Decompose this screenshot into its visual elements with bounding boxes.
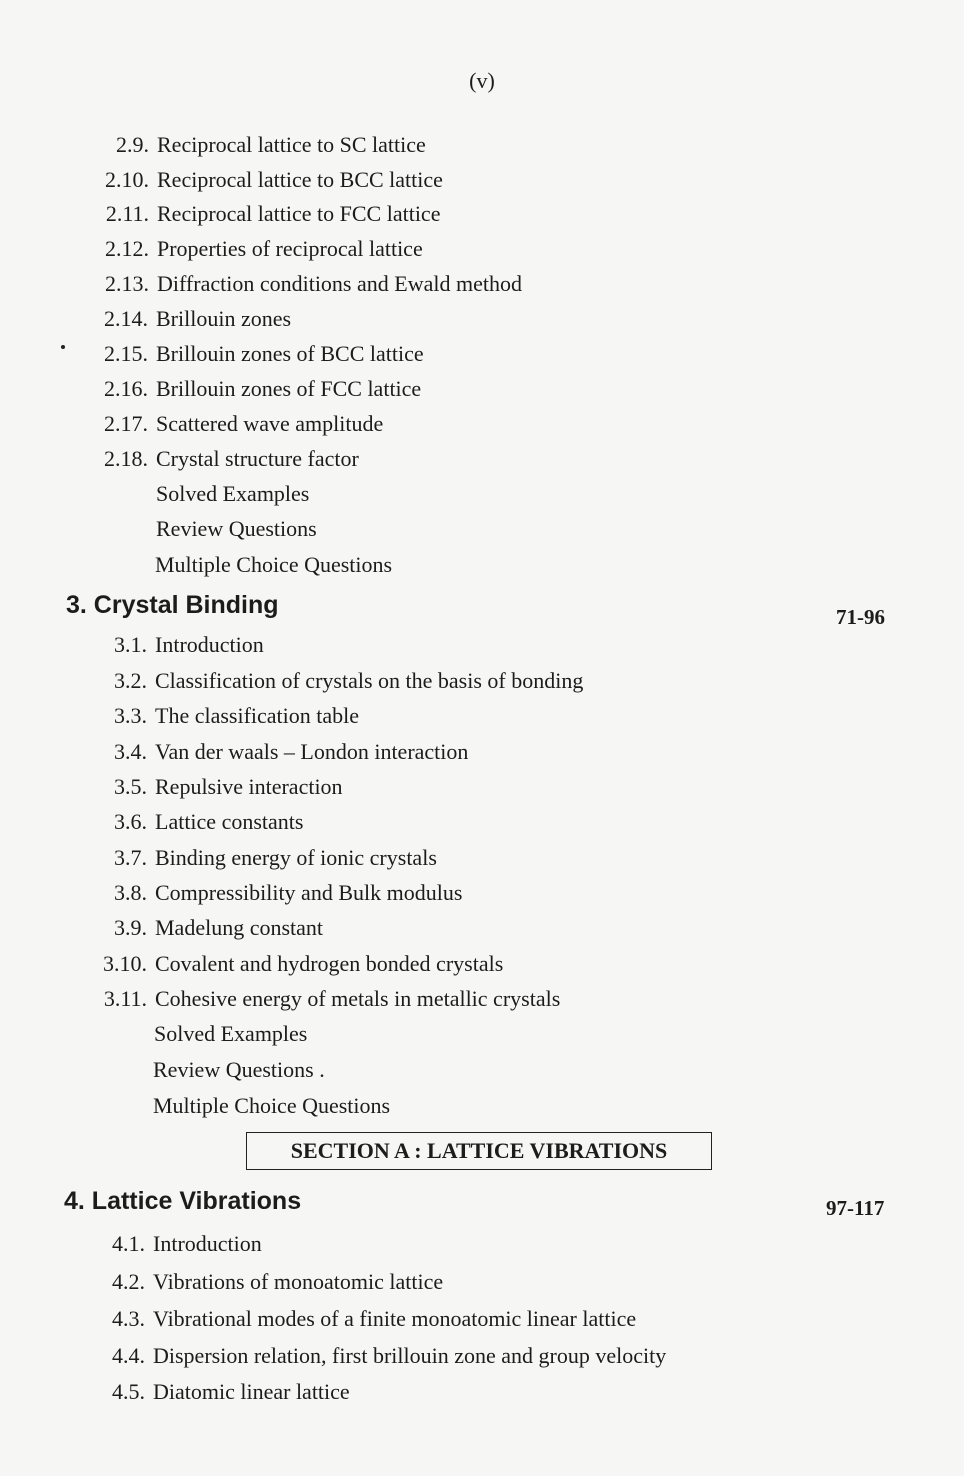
toc-entry-text: Scattered wave amplitude	[156, 411, 384, 436]
toc-entry	[110, 845, 437, 871]
toc-entry-text: Madelung constant	[155, 915, 324, 940]
toc-entry	[101, 236, 423, 262]
toc-entry	[113, 132, 426, 158]
toc-entry-number: 4.3.	[112, 1306, 145, 1331]
chapter-3-pages: 71-96	[836, 605, 885, 629]
toc-entry-number: 4.5.	[112, 1379, 145, 1404]
toc-entry-number: 3.1.	[114, 632, 147, 657]
toc-entry-text: Multiple Choice Questions	[155, 552, 393, 577]
toc-entry-text: Vibrational modes of a finite monoatomic linear lattice	[153, 1306, 637, 1331]
toc-entry	[110, 809, 303, 835]
chapter-3-title: 3. Crystal Binding	[66, 591, 279, 619]
toc-entry-number: 3.10.	[103, 951, 147, 976]
toc-entry-text: Introduction	[153, 1231, 262, 1256]
chapter-4-pages: 97-117	[826, 1196, 885, 1220]
toc-entry	[101, 271, 522, 297]
toc-entry-text: Multiple Choice Questions	[153, 1093, 391, 1118]
toc-entry-text: Reciprocal lattice to BCC lattice	[157, 167, 443, 192]
toc-entry-text: Diatomic linear lattice	[153, 1379, 350, 1404]
chapter-4-title: 4. Lattice Vibrations	[64, 1187, 302, 1215]
toc-entry-text: Crystal structure factor	[156, 446, 359, 471]
toc-entry	[110, 774, 343, 800]
toc-entry-number: 2.17.	[104, 411, 148, 436]
toc-entry-number: 3.8.	[114, 880, 147, 905]
toc-entry-review-questions	[156, 516, 317, 542]
toc-entry-number: 3.3.	[114, 703, 147, 728]
toc-entry-solved-examples	[154, 1021, 307, 1047]
toc-entry-number: 4.2.	[112, 1269, 145, 1294]
toc-entry-text: Brillouin zones of FCC lattice	[156, 376, 422, 401]
toc-entry	[97, 986, 560, 1012]
toc-entry	[110, 703, 359, 729]
toc-entry-review-questions	[153, 1057, 325, 1083]
toc-entry-number: 3.11.	[103, 986, 147, 1011]
toc-entry-text: Review Questions .	[153, 1057, 325, 1082]
toc-entry	[100, 411, 383, 437]
toc-entry-text: Lattice constants	[155, 809, 304, 834]
toc-entry-text: Brillouin zones	[156, 306, 292, 331]
toc-entry	[100, 306, 291, 332]
toc-entry-mcq	[155, 552, 392, 578]
toc-entry-text: Dispersion relation, first brillouin zone and group velocity	[153, 1343, 667, 1368]
toc-entry-text: Introduction	[155, 632, 264, 657]
toc-entry-number: 2.13.	[105, 271, 149, 296]
toc-entry	[109, 1343, 666, 1369]
toc-entry	[109, 1379, 350, 1405]
toc-entry-text: Properties of reciprocal lattice	[157, 236, 423, 261]
toc-entry	[110, 739, 468, 765]
toc-entry-number: 2.12.	[105, 236, 149, 261]
toc-entry-number: 3.7.	[114, 845, 147, 870]
toc-entry	[100, 446, 359, 472]
section-heading-box: SECTION A : LATTICE VIBRATIONS	[246, 1132, 712, 1170]
toc-entry	[97, 951, 503, 977]
toc-entry-number: 2.15.	[104, 341, 148, 366]
toc-entry-number: 2.11.	[105, 201, 149, 226]
toc-entry	[110, 668, 583, 694]
toc-entry-number: 2.10.	[105, 167, 149, 192]
print-speck	[61, 345, 65, 349]
toc-entry-number: 2.14.	[104, 306, 148, 331]
toc-entry-number: 3.5.	[114, 774, 147, 799]
toc-entry-text: Brillouin zones of BCC lattice	[156, 341, 424, 366]
toc-entry-text: Covalent and hydrogen bonded crystals	[155, 951, 504, 976]
toc-entry-text: Review Questions	[156, 516, 317, 541]
toc-entry	[110, 915, 323, 941]
toc-entry-number: 3.9.	[114, 915, 147, 940]
toc-entry-number: 3.2.	[114, 668, 147, 693]
toc-entry-number: 4.1.	[112, 1231, 145, 1256]
page-number: (v)	[469, 68, 495, 93]
toc-entry	[110, 632, 264, 658]
toc-entry	[109, 1306, 636, 1332]
toc-entry-text: Solved Examples	[154, 1021, 308, 1046]
toc-entry-number: 3.6.	[114, 809, 147, 834]
toc-entry-number: 2.16.	[104, 376, 148, 401]
toc-entry-number: 2.9.	[116, 132, 149, 157]
toc-entry-number: 4.4.	[112, 1343, 145, 1368]
toc-entry-text: Van der waals – London interaction	[155, 739, 469, 764]
toc-entry-solved-examples	[156, 481, 309, 507]
toc-entry	[100, 341, 424, 367]
toc-entry	[109, 1269, 443, 1295]
toc-entry-number: 2.18.	[104, 446, 148, 471]
toc-entry-text: Repulsive interaction	[155, 774, 343, 799]
toc-entry	[100, 376, 421, 402]
toc-entry	[101, 201, 440, 227]
toc-entry-text: Classification of crystals on the basis of bonding	[155, 668, 584, 693]
toc-entry	[110, 880, 462, 906]
toc-entry-text: The classification table	[155, 703, 360, 728]
toc-entry-mcq	[153, 1093, 390, 1119]
toc-entry-text: Reciprocal lattice to FCC lattice	[157, 201, 441, 226]
toc-entry-number: 3.4.	[114, 739, 147, 764]
toc-entry-text: Reciprocal lattice to SC lattice	[157, 132, 426, 157]
toc-entry-text: Diffraction conditions and Ewald method	[157, 271, 522, 296]
toc-entry-text: Solved Examples	[156, 481, 310, 506]
toc-entry	[101, 167, 443, 193]
toc-entry-text: Cohesive energy of metals in metallic crystals	[155, 986, 561, 1011]
toc-entry	[109, 1231, 262, 1257]
toc-entry-text: Compressibility and Bulk modulus	[155, 880, 463, 905]
toc-entry-text: Binding energy of ionic crystals	[155, 845, 437, 870]
toc-entry-text: Vibrations of monoatomic lattice	[153, 1269, 444, 1294]
